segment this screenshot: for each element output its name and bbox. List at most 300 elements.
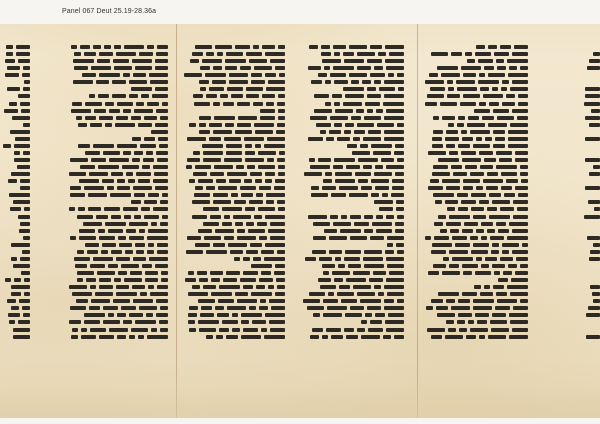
text-line	[422, 115, 528, 121]
hebrew-word	[507, 285, 528, 289]
hebrew-word	[74, 257, 90, 261]
hebrew-word	[226, 271, 240, 275]
text-line	[181, 178, 285, 184]
text-line	[580, 171, 600, 177]
hebrew-word	[312, 250, 326, 254]
hebrew-word	[222, 222, 232, 226]
hebrew-word	[131, 87, 152, 91]
hebrew-word	[134, 151, 143, 155]
hebrew-word	[23, 87, 30, 91]
hebrew-word	[370, 73, 385, 77]
hebrew-word	[213, 200, 231, 204]
hebrew-word	[345, 250, 361, 254]
hebrew-word	[385, 45, 404, 49]
hebrew-word	[510, 87, 528, 91]
text-line	[0, 256, 30, 262]
hebrew-word	[79, 236, 96, 240]
hebrew-word	[235, 130, 252, 134]
hebrew-word	[358, 179, 368, 183]
text-line	[580, 334, 600, 340]
text-line	[181, 270, 285, 276]
hebrew-word	[333, 66, 354, 70]
hebrew-word	[487, 229, 495, 233]
hebrew-word	[512, 250, 528, 254]
hebrew-word	[145, 271, 158, 275]
hebrew-word	[310, 165, 330, 169]
hebrew-word	[244, 137, 264, 141]
hebrew-word	[334, 52, 340, 56]
hebrew-word	[144, 200, 157, 204]
text-line	[580, 270, 600, 276]
hebrew-word	[476, 257, 482, 261]
hebrew-word	[329, 130, 341, 134]
hebrew-word	[458, 313, 472, 317]
hebrew-word	[136, 250, 144, 254]
hebrew-word	[214, 165, 233, 169]
hebrew-word	[591, 109, 600, 113]
hebrew-word	[190, 59, 199, 63]
hebrew-word	[220, 94, 228, 98]
hebrew-word	[149, 73, 168, 77]
hebrew-word	[463, 271, 472, 275]
hebrew-word	[212, 80, 226, 84]
hebrew-word	[189, 179, 195, 183]
hebrew-word	[322, 335, 328, 339]
hebrew-word	[325, 102, 331, 106]
hebrew-word	[262, 94, 275, 98]
hebrew-word	[116, 292, 137, 296]
hebrew-word	[114, 278, 121, 282]
hebrew-word	[161, 278, 168, 282]
hebrew-word	[337, 292, 354, 296]
hebrew-word	[267, 137, 285, 141]
hebrew-word	[589, 257, 600, 261]
text-line	[181, 221, 285, 227]
hebrew-word	[147, 45, 154, 49]
text-line	[300, 249, 404, 255]
hebrew-word	[78, 123, 87, 127]
hebrew-word	[479, 102, 486, 106]
hebrew-word	[387, 264, 404, 268]
hebrew-word	[259, 278, 273, 282]
hebrew-word	[117, 186, 130, 190]
hebrew-word	[322, 264, 335, 268]
hebrew-word	[339, 186, 358, 190]
hebrew-word	[447, 94, 460, 98]
hebrew-word	[16, 45, 30, 49]
hebrew-word	[124, 278, 142, 282]
hebrew-word	[73, 59, 94, 63]
hebrew-word	[465, 165, 477, 169]
hebrew-word	[470, 130, 490, 134]
text-line	[0, 305, 30, 311]
hebrew-word	[157, 285, 168, 289]
text-line	[66, 334, 168, 340]
text-line	[0, 312, 30, 318]
hebrew-word	[70, 306, 86, 310]
hebrew-word	[322, 186, 336, 190]
text-line	[422, 334, 528, 340]
hebrew-word	[367, 109, 373, 113]
text-line	[300, 101, 404, 107]
hebrew-word	[89, 94, 95, 98]
hebrew-word	[266, 200, 274, 204]
hebrew-word	[109, 158, 129, 162]
hebrew-word	[512, 80, 528, 84]
hebrew-word	[278, 172, 285, 176]
hebrew-word	[387, 243, 393, 247]
text-line	[422, 221, 528, 227]
hebrew-word	[464, 222, 478, 226]
column-3	[300, 44, 404, 340]
hebrew-word	[146, 313, 153, 317]
text-line	[422, 228, 528, 234]
hebrew-word	[262, 45, 275, 49]
hebrew-word	[111, 250, 122, 254]
hebrew-word	[456, 80, 475, 84]
hebrew-word	[374, 80, 381, 84]
hebrew-word	[442, 271, 460, 275]
hebrew-word	[69, 172, 86, 176]
hebrew-word	[427, 94, 444, 98]
hebrew-word	[330, 73, 346, 77]
hebrew-word	[214, 116, 235, 120]
text-line	[580, 298, 600, 304]
hebrew-word	[225, 123, 234, 127]
hebrew-word	[261, 271, 271, 275]
text-line	[580, 221, 600, 227]
text-line	[422, 93, 528, 99]
text-line	[422, 72, 528, 78]
hebrew-word	[225, 59, 246, 63]
hebrew-word	[254, 215, 262, 219]
hebrew-word	[79, 179, 99, 183]
text-line	[580, 86, 600, 92]
hebrew-word	[279, 73, 285, 77]
hebrew-word	[330, 215, 338, 219]
hebrew-word	[70, 186, 81, 190]
text-line	[0, 242, 30, 248]
text-line	[181, 305, 285, 311]
hebrew-word	[90, 328, 106, 332]
hebrew-word	[476, 229, 484, 233]
hebrew-word	[384, 285, 404, 289]
hebrew-word	[213, 243, 225, 247]
hebrew-word	[145, 278, 158, 282]
text-line	[66, 178, 168, 184]
hebrew-word	[275, 179, 285, 183]
text-line	[0, 327, 30, 333]
hebrew-word	[99, 335, 114, 339]
hebrew-word	[265, 243, 285, 247]
hebrew-word	[264, 257, 285, 261]
hebrew-word	[155, 123, 168, 127]
hebrew-word	[335, 179, 355, 183]
hebrew-word	[218, 299, 234, 303]
text-line	[300, 143, 404, 149]
text-line	[0, 263, 30, 269]
hebrew-word	[346, 335, 358, 339]
hebrew-word	[357, 66, 371, 70]
text-line	[0, 334, 30, 340]
hebrew-word	[395, 172, 404, 176]
hebrew-word	[277, 250, 285, 254]
hebrew-word	[487, 172, 498, 176]
hebrew-word	[481, 264, 489, 268]
hebrew-word	[155, 264, 168, 268]
hebrew-word	[349, 73, 367, 77]
hebrew-word	[251, 73, 262, 77]
hebrew-word	[588, 306, 600, 310]
hebrew-word	[131, 116, 141, 120]
hebrew-word	[91, 299, 110, 303]
hebrew-word	[103, 151, 120, 155]
hebrew-word	[18, 215, 30, 219]
text-line	[181, 150, 285, 156]
hebrew-word	[479, 200, 489, 204]
hebrew-word	[148, 193, 159, 197]
hebrew-word	[155, 87, 168, 91]
text-line	[0, 277, 30, 283]
hebrew-word	[87, 250, 98, 254]
hebrew-word	[468, 320, 474, 324]
hebrew-word	[195, 165, 211, 169]
hebrew-word	[303, 299, 320, 303]
text-line	[580, 206, 600, 212]
hebrew-word	[23, 313, 30, 317]
hebrew-word	[75, 264, 87, 268]
hebrew-word	[235, 292, 248, 296]
hebrew-word	[156, 299, 168, 303]
hebrew-word	[206, 52, 214, 56]
text-line	[181, 143, 285, 149]
hebrew-word	[253, 257, 261, 261]
hebrew-word	[448, 328, 456, 332]
hebrew-word	[264, 335, 285, 339]
hebrew-word	[386, 328, 404, 332]
hebrew-word	[334, 102, 340, 106]
hebrew-word	[117, 335, 126, 339]
hebrew-word	[130, 271, 142, 275]
text-line	[300, 178, 404, 184]
text-line	[181, 101, 285, 107]
text-line	[0, 298, 30, 304]
hebrew-word	[374, 172, 392, 176]
hebrew-word	[156, 313, 168, 317]
hebrew-word	[496, 222, 506, 226]
text-line	[0, 291, 30, 297]
text-line	[66, 327, 168, 333]
hebrew-word	[155, 186, 168, 190]
hebrew-word	[231, 193, 238, 197]
hebrew-word	[160, 306, 168, 310]
hebrew-word	[484, 285, 490, 289]
text-line	[580, 93, 600, 99]
text-line	[0, 164, 30, 170]
hebrew-word	[7, 66, 20, 70]
text-line	[300, 334, 404, 340]
hebrew-word	[99, 52, 113, 56]
hebrew-word	[160, 116, 168, 120]
hebrew-word	[590, 285, 600, 289]
hebrew-word	[10, 207, 21, 211]
hebrew-word	[147, 236, 168, 240]
hebrew-word	[490, 320, 507, 324]
text-line	[66, 58, 168, 64]
hebrew-word	[129, 335, 135, 339]
hebrew-word	[385, 320, 404, 324]
hebrew-word	[77, 215, 93, 219]
hebrew-word	[14, 151, 20, 155]
text-line	[300, 79, 404, 85]
hebrew-word	[440, 229, 447, 233]
hebrew-word	[512, 229, 528, 233]
hebrew-word	[334, 80, 348, 84]
hebrew-word	[433, 165, 448, 169]
hebrew-word	[450, 229, 459, 233]
text-line	[422, 44, 528, 50]
hebrew-word	[147, 335, 168, 339]
hebrew-word	[69, 207, 75, 211]
hebrew-word	[99, 73, 120, 77]
hebrew-word	[466, 335, 476, 339]
hebrew-word	[384, 94, 404, 98]
hebrew-word	[237, 236, 256, 240]
hebrew-word	[497, 66, 506, 70]
hebrew-word	[152, 94, 168, 98]
hebrew-word	[376, 109, 383, 113]
text-line	[0, 150, 30, 156]
hebrew-word	[153, 179, 168, 183]
text-line	[300, 270, 404, 276]
hebrew-word	[371, 179, 389, 183]
text-line	[300, 171, 404, 177]
text-line	[0, 115, 30, 121]
hebrew-word	[269, 320, 285, 324]
hebrew-word	[475, 271, 491, 275]
hebrew-word	[492, 313, 506, 317]
hebrew-word	[463, 73, 476, 77]
hebrew-word	[150, 292, 168, 296]
hebrew-word	[585, 116, 600, 120]
text-line	[181, 249, 285, 255]
text-line	[181, 298, 285, 304]
hebrew-word	[334, 278, 343, 282]
hebrew-word	[384, 137, 404, 141]
hebrew-word	[116, 285, 129, 289]
hebrew-word	[471, 207, 484, 211]
hebrew-word	[270, 222, 285, 226]
hebrew-word	[123, 320, 132, 324]
hebrew-word	[311, 186, 319, 190]
text-line	[422, 291, 528, 297]
hebrew-word	[473, 306, 492, 310]
text-line	[422, 192, 528, 198]
hebrew-word	[587, 236, 600, 240]
hebrew-word	[129, 222, 148, 226]
hebrew-word	[227, 87, 243, 91]
hebrew-word	[498, 278, 508, 282]
hebrew-word	[160, 222, 168, 226]
hebrew-word	[199, 116, 211, 120]
hebrew-word	[122, 165, 139, 169]
text-line	[300, 58, 404, 64]
hebrew-word	[373, 271, 386, 275]
hebrew-word	[187, 137, 206, 141]
hebrew-word	[480, 165, 493, 169]
hebrew-word	[379, 87, 395, 91]
hebrew-word	[521, 179, 528, 183]
text-line	[66, 65, 168, 71]
hebrew-word	[84, 313, 105, 317]
hebrew-word	[253, 102, 263, 106]
hebrew-word	[462, 264, 478, 268]
hebrew-word	[156, 52, 168, 56]
hebrew-word	[446, 130, 458, 134]
column-2	[181, 44, 285, 340]
hebrew-word	[515, 151, 528, 155]
hebrew-word	[508, 73, 528, 77]
text-line	[0, 319, 30, 325]
hebrew-word	[501, 87, 507, 91]
text-line	[580, 115, 600, 121]
hebrew-word	[325, 80, 331, 84]
hebrew-word	[375, 165, 383, 169]
hebrew-word	[160, 328, 168, 332]
hebrew-word	[384, 116, 404, 120]
text-line	[181, 327, 285, 333]
hebrew-word	[230, 250, 243, 254]
hebrew-word	[141, 207, 150, 211]
hebrew-word	[446, 320, 454, 324]
text-line	[66, 164, 168, 170]
hebrew-word	[189, 328, 196, 332]
hebrew-word	[104, 207, 120, 211]
text-line	[0, 199, 30, 205]
hebrew-word	[97, 271, 115, 275]
hebrew-word	[322, 59, 341, 63]
hebrew-word	[253, 45, 259, 49]
text-line	[181, 284, 285, 290]
hebrew-word	[441, 73, 460, 77]
hebrew-word	[512, 328, 528, 332]
hebrew-word	[11, 172, 30, 176]
hebrew-word	[482, 116, 494, 120]
hebrew-word	[274, 186, 285, 190]
hebrew-word	[260, 299, 266, 303]
hebrew-word	[589, 123, 600, 127]
hebrew-word	[192, 52, 203, 56]
text-line	[300, 108, 404, 114]
hebrew-word	[11, 292, 21, 296]
hebrew-word	[488, 335, 506, 339]
hebrew-word	[23, 123, 30, 127]
hebrew-word	[395, 229, 404, 233]
hebrew-word	[511, 278, 528, 282]
hebrew-word	[213, 130, 232, 134]
hebrew-word	[376, 229, 392, 233]
hebrew-word	[510, 292, 528, 296]
hebrew-word	[473, 243, 489, 247]
hebrew-word	[9, 193, 30, 197]
hebrew-word	[123, 207, 138, 211]
text-line	[66, 228, 168, 234]
hebrew-word	[517, 207, 528, 211]
hebrew-word	[138, 179, 150, 183]
hebrew-word	[305, 257, 316, 261]
hebrew-word	[425, 80, 444, 84]
text-line	[422, 242, 528, 248]
